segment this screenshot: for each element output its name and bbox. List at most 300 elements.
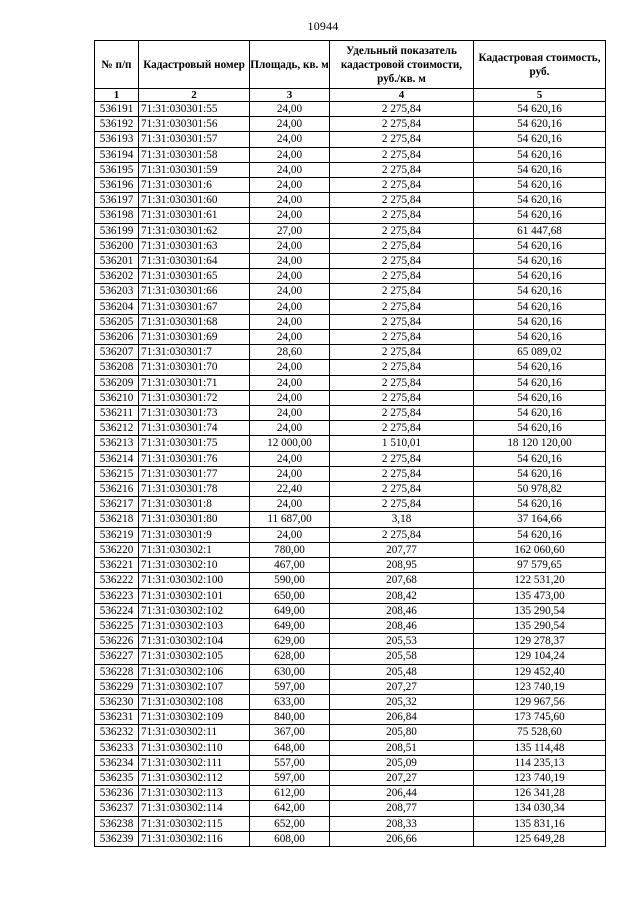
cadastral-value-cell: 18 120 120,00 [474,436,606,451]
table-row [95,178,606,193]
row-number-cell: 536212 [95,421,139,436]
table-row [95,542,606,557]
table-row [95,634,606,649]
specific-value-cell: 2 275,84 [330,466,474,481]
table-row [95,406,606,421]
row-number-cell: 536200 [95,238,139,253]
cadastral-number-cell: 71:31:030302:112 [139,770,250,785]
table-row [95,679,606,694]
cadastral-value-cell: 54 620,16 [474,406,606,421]
table-row [95,512,606,527]
row-number-cell: 536238 [95,816,139,831]
cadastral-value-cell: 54 620,16 [474,147,606,162]
row-number-cell: 536192 [95,117,139,132]
table-row [95,527,606,542]
row-number-cell: 536227 [95,649,139,664]
cadastral-value-cell: 126 341,28 [474,786,606,801]
specific-value-cell: 207,68 [330,573,474,588]
row-number-cell: 536198 [95,208,139,223]
area-cell: 24,00 [250,451,330,466]
cadastral-value-cell: 54 620,16 [474,527,606,542]
area-cell: 24,00 [250,178,330,193]
table-row [95,725,606,740]
cadastral-value-cell: 54 620,16 [474,375,606,390]
area-cell: 612,00 [250,786,330,801]
specific-value-cell: 2 275,84 [330,299,474,314]
area-cell: 24,00 [250,360,330,375]
row-number-cell: 536226 [95,634,139,649]
specific-value-cell: 3,18 [330,512,474,527]
specific-value-cell: 206,84 [330,710,474,725]
row-number-cell: 536235 [95,770,139,785]
row-number-cell: 536207 [95,345,139,360]
cadastral-value-cell: 54 620,16 [474,497,606,512]
area-cell: 22,40 [250,482,330,497]
area-cell: 467,00 [250,558,330,573]
cadastral-number-cell: 71:31:030301:70 [139,360,250,375]
table-row [95,618,606,633]
cadastral-number-cell: 71:31:030301:72 [139,390,250,405]
area-cell: 24,00 [250,406,330,421]
cadastral-number-cell: 71:31:030301:68 [139,314,250,329]
cadastral-value-cell: 54 620,16 [474,466,606,481]
area-cell: 24,00 [250,421,330,436]
specific-value-cell: 208,42 [330,588,474,603]
area-cell: 24,00 [250,102,330,117]
table-row [95,314,606,329]
cadastral-value-cell: 54 620,16 [474,421,606,436]
row-number-cell: 536236 [95,786,139,801]
table-row [95,360,606,375]
area-cell: 633,00 [250,694,330,709]
column-number: 2 [139,89,250,102]
cadastral-number-cell: 71:31:030301:55 [139,102,250,117]
header-cadastral-number: Кадастровый номер [139,41,250,89]
area-cell: 650,00 [250,588,330,603]
area-cell: 652,00 [250,816,330,831]
row-number-cell: 536206 [95,330,139,345]
row-number-cell: 536229 [95,679,139,694]
area-cell: 24,00 [250,314,330,329]
table-row [95,284,606,299]
cadastral-number-cell: 71:31:030301:57 [139,132,250,147]
page-number: 10944 [307,19,339,33]
table-row [95,694,606,709]
specific-value-cell: 208,46 [330,618,474,633]
table-row [95,451,606,466]
row-number-cell: 536213 [95,436,139,451]
row-number-cell: 536220 [95,542,139,557]
cadastral-number-cell: 71:31:030301:60 [139,193,250,208]
cadastral-number-cell: 71:31:030302:11 [139,725,250,740]
cadastral-value-cell: 123 740,19 [474,679,606,694]
cadastral-value-cell: 97 579,65 [474,558,606,573]
column-number: 1 [95,89,139,102]
specific-value-cell: 1 510,01 [330,436,474,451]
cadastral-value-cell: 54 620,16 [474,117,606,132]
cadastral-value-cell: 54 620,16 [474,162,606,177]
cadastral-number-cell: 71:31:030302:10 [139,558,250,573]
row-number-cell: 536239 [95,831,139,846]
specific-value-cell: 2 275,84 [330,223,474,238]
table-row [95,223,606,238]
table-row [95,558,606,573]
specific-value-cell: 207,27 [330,679,474,694]
cadastral-number-cell: 71:31:030302:114 [139,801,250,816]
row-number-cell: 536232 [95,725,139,740]
cadastral-value-cell: 129 104,24 [474,649,606,664]
table-row [95,436,606,451]
cadastral-number-cell: 71:31:030301:62 [139,223,250,238]
area-cell: 780,00 [250,542,330,557]
row-number-cell: 536217 [95,497,139,512]
table-row [95,466,606,481]
header-specific-value: Удельный показатель кадастровой стоимости, руб./кв. м [330,41,474,89]
row-number-cell: 536221 [95,558,139,573]
specific-value-cell: 205,09 [330,755,474,770]
row-number-cell: 536219 [95,527,139,542]
row-number-cell: 536202 [95,269,139,284]
specific-value-cell: 2 275,84 [330,193,474,208]
area-cell: 628,00 [250,649,330,664]
specific-value-cell: 2 275,84 [330,527,474,542]
table-row [95,482,606,497]
row-number-cell: 536216 [95,482,139,497]
cadastral-value-cell: 54 620,16 [474,254,606,269]
table-row [95,588,606,603]
area-cell: 367,00 [250,725,330,740]
row-number-cell: 536193 [95,132,139,147]
area-cell: 24,00 [250,269,330,284]
area-cell: 12 000,00 [250,436,330,451]
row-number-cell: 536203 [95,284,139,299]
cadastral-number-cell: 71:31:030302:111 [139,755,250,770]
cadastral-value-cell: 135 473,00 [474,588,606,603]
cadastral-number-cell: 71:31:030302:110 [139,740,250,755]
cadastral-value-cell: 134 030,34 [474,801,606,816]
specific-value-cell: 2 275,84 [330,254,474,269]
cadastral-value-cell: 54 620,16 [474,193,606,208]
specific-value-cell: 205,80 [330,725,474,740]
cadastral-value-table-container [94,40,606,847]
area-cell: 642,00 [250,801,330,816]
cadastral-number-cell: 71:31:030301:67 [139,299,250,314]
specific-value-cell: 205,48 [330,664,474,679]
cadastral-value-cell: 54 620,16 [474,269,606,284]
specific-value-cell: 2 275,84 [330,375,474,390]
row-number-cell: 536228 [95,664,139,679]
cadastral-value-cell: 65 089,02 [474,345,606,360]
row-number-cell: 536208 [95,360,139,375]
cadastral-value-cell: 54 620,16 [474,314,606,329]
row-number-cell: 536191 [95,102,139,117]
cadastral-number-cell: 71:31:030302:104 [139,634,250,649]
specific-value-cell: 2 275,84 [330,117,474,132]
cadastral-number-cell: 71:31:030302:106 [139,664,250,679]
area-cell: 629,00 [250,634,330,649]
specific-value-cell: 2 275,84 [330,497,474,512]
column-number: 5 [474,89,606,102]
cadastral-value-cell: 54 620,16 [474,208,606,223]
table-row [95,132,606,147]
row-number-cell: 536215 [95,466,139,481]
cadastral-number-cell: 71:31:030301:64 [139,254,250,269]
cadastral-value-cell: 114 235,13 [474,755,606,770]
specific-value-cell: 2 275,84 [330,451,474,466]
specific-value-cell: 208,77 [330,801,474,816]
table-row [95,831,606,846]
header-row-number: № п/п [95,41,139,89]
cadastral-number-cell: 71:31:030302:109 [139,710,250,725]
area-cell: 630,00 [250,664,330,679]
row-number-cell: 536196 [95,178,139,193]
area-cell: 24,00 [250,162,330,177]
specific-value-cell: 208,33 [330,816,474,831]
cadastral-value-cell: 135 831,16 [474,816,606,831]
specific-value-cell: 208,95 [330,558,474,573]
cadastral-value-table [94,40,606,847]
cadastral-value-cell: 54 620,16 [474,132,606,147]
cadastral-value-cell: 125 649,28 [474,831,606,846]
cadastral-value-cell: 61 447,68 [474,223,606,238]
specific-value-cell: 206,44 [330,786,474,801]
cadastral-number-cell: 71:31:030302:116 [139,831,250,846]
cadastral-number-cell: 71:31:030301:78 [139,482,250,497]
area-cell: 24,00 [250,193,330,208]
table-row [95,816,606,831]
row-number-cell: 536209 [95,375,139,390]
cadastral-number-cell: 71:31:030301:66 [139,284,250,299]
cadastral-value-cell: 54 620,16 [474,178,606,193]
cadastral-value-cell: 54 620,16 [474,238,606,253]
specific-value-cell: 2 275,84 [330,147,474,162]
specific-value-cell: 208,46 [330,603,474,618]
cadastral-number-cell: 71:31:030301:7 [139,345,250,360]
cadastral-value-cell: 54 620,16 [474,284,606,299]
table-row [95,117,606,132]
cadastral-number-cell: 71:31:030301:71 [139,375,250,390]
table-body [95,102,606,847]
cadastral-value-cell: 162 060,60 [474,542,606,557]
cadastral-number-cell: 71:31:030301:56 [139,117,250,132]
area-cell: 28,60 [250,345,330,360]
table-row [95,421,606,436]
area-cell: 24,00 [250,497,330,512]
table-row [95,375,606,390]
specific-value-cell: 2 275,84 [330,269,474,284]
specific-value-cell: 2 275,84 [330,406,474,421]
specific-value-cell: 2 275,84 [330,421,474,436]
specific-value-cell: 2 275,84 [330,360,474,375]
table-header-row [95,41,606,89]
area-cell: 24,00 [250,375,330,390]
specific-value-cell: 2 275,84 [330,132,474,147]
area-cell: 27,00 [250,223,330,238]
table-row [95,755,606,770]
cadastral-value-cell: 54 620,16 [474,451,606,466]
cadastral-number-cell: 71:31:030301:73 [139,406,250,421]
row-number-cell: 536194 [95,147,139,162]
header-cadastral-value: Кадастровая стоимость, руб. [474,41,606,89]
row-number-cell: 536214 [95,451,139,466]
row-number-cell: 536204 [95,299,139,314]
row-number-cell: 536230 [95,694,139,709]
cadastral-number-cell: 71:31:030302:115 [139,816,250,831]
cadastral-number-cell: 71:31:030301:76 [139,451,250,466]
column-number: 4 [330,89,474,102]
specific-value-cell: 2 275,84 [330,390,474,405]
table-row [95,147,606,162]
cadastral-number-cell: 71:31:030301:80 [139,512,250,527]
cadastral-value-cell: 37 164,66 [474,512,606,527]
area-cell: 648,00 [250,740,330,755]
cadastral-value-cell: 135 290,54 [474,603,606,618]
specific-value-cell: 2 275,84 [330,238,474,253]
cadastral-value-cell: 173 745,60 [474,710,606,725]
row-number-cell: 536205 [95,314,139,329]
table-row [95,664,606,679]
specific-value-cell: 205,58 [330,649,474,664]
row-number-cell: 536195 [95,162,139,177]
area-cell: 24,00 [250,147,330,162]
specific-value-cell: 2 275,84 [330,330,474,345]
column-number-row [95,89,606,102]
row-number-cell: 536237 [95,801,139,816]
area-cell: 24,00 [250,238,330,253]
row-number-cell: 536224 [95,603,139,618]
row-number-cell: 536218 [95,512,139,527]
cadastral-number-cell: 71:31:030302:103 [139,618,250,633]
table-row [95,801,606,816]
cadastral-value-cell: 54 620,16 [474,299,606,314]
cadastral-value-cell: 54 620,16 [474,360,606,375]
cadastral-number-cell: 71:31:030302:101 [139,588,250,603]
cadastral-value-cell: 50 978,82 [474,482,606,497]
area-cell: 649,00 [250,618,330,633]
area-cell: 840,00 [250,710,330,725]
cadastral-number-cell: 71:31:030301:6 [139,178,250,193]
table-row [95,649,606,664]
table-row [95,208,606,223]
cadastral-number-cell: 71:31:030301:9 [139,527,250,542]
cadastral-value-cell: 129 967,56 [474,694,606,709]
cadastral-number-cell: 71:31:030302:102 [139,603,250,618]
cadastral-value-cell: 135 114,48 [474,740,606,755]
specific-value-cell: 207,77 [330,542,474,557]
cadastral-number-cell: 71:31:030302:105 [139,649,250,664]
row-number-cell: 536211 [95,406,139,421]
table-row [95,786,606,801]
cadastral-value-cell: 54 620,16 [474,330,606,345]
table-row [95,770,606,785]
area-cell: 24,00 [250,208,330,223]
area-cell: 11 687,00 [250,512,330,527]
cadastral-number-cell: 71:31:030301:77 [139,466,250,481]
row-number-cell: 536234 [95,755,139,770]
specific-value-cell: 2 275,84 [330,314,474,329]
cadastral-number-cell: 71:31:030301:8 [139,497,250,512]
specific-value-cell: 208,51 [330,740,474,755]
area-cell: 24,00 [250,466,330,481]
row-number-cell: 536210 [95,390,139,405]
header-area: Площадь, кв. м [250,41,330,89]
table-row [95,710,606,725]
specific-value-cell: 2 275,84 [330,162,474,177]
specific-value-cell: 2 275,84 [330,284,474,299]
specific-value-cell: 206,66 [330,831,474,846]
specific-value-cell: 205,32 [330,694,474,709]
specific-value-cell: 207,27 [330,770,474,785]
table-row [95,162,606,177]
table-row [95,269,606,284]
table-row [95,390,606,405]
area-cell: 649,00 [250,603,330,618]
specific-value-cell: 205,53 [330,634,474,649]
specific-value-cell: 2 275,84 [330,345,474,360]
specific-value-cell: 2 275,84 [330,208,474,223]
row-number-cell: 536222 [95,573,139,588]
row-number-cell: 536199 [95,223,139,238]
table-row [95,497,606,512]
cadastral-value-cell: 54 620,16 [474,102,606,117]
cadastral-number-cell: 71:31:030302:100 [139,573,250,588]
cadastral-number-cell: 71:31:030302:108 [139,694,250,709]
area-cell: 24,00 [250,284,330,299]
area-cell: 24,00 [250,527,330,542]
cadastral-number-cell: 71:31:030302:1 [139,542,250,557]
cadastral-number-cell: 71:31:030301:58 [139,147,250,162]
cadastral-number-cell: 71:31:030301:59 [139,162,250,177]
table-row [95,330,606,345]
row-number-cell: 536197 [95,193,139,208]
table-row [95,238,606,253]
cadastral-number-cell: 71:31:030301:61 [139,208,250,223]
cadastral-value-cell: 122 531,20 [474,573,606,588]
cadastral-value-cell: 75 528,60 [474,725,606,740]
table-row [95,573,606,588]
area-cell: 608,00 [250,831,330,846]
cadastral-number-cell: 71:31:030301:63 [139,238,250,253]
cadastral-number-cell: 71:31:030301:74 [139,421,250,436]
cadastral-value-cell: 129 278,37 [474,634,606,649]
row-number-cell: 536233 [95,740,139,755]
row-number-cell: 536231 [95,710,139,725]
table-row [95,740,606,755]
area-cell: 24,00 [250,299,330,314]
cadastral-value-cell: 54 620,16 [474,390,606,405]
area-cell: 24,00 [250,117,330,132]
table-row [95,193,606,208]
cadastral-number-cell: 71:31:030301:75 [139,436,250,451]
specific-value-cell: 2 275,84 [330,102,474,117]
table-row [95,299,606,314]
specific-value-cell: 2 275,84 [330,178,474,193]
cadastral-value-cell: 135 290,54 [474,618,606,633]
area-cell: 597,00 [250,770,330,785]
row-number-cell: 536223 [95,588,139,603]
area-cell: 597,00 [250,679,330,694]
area-cell: 24,00 [250,132,330,147]
cadastral-number-cell: 71:31:030301:65 [139,269,250,284]
cadastral-number-cell: 71:31:030302:107 [139,679,250,694]
specific-value-cell: 2 275,84 [330,482,474,497]
table-row [95,254,606,269]
area-cell: 24,00 [250,390,330,405]
area-cell: 590,00 [250,573,330,588]
row-number-cell: 536201 [95,254,139,269]
cadastral-number-cell: 71:31:030302:113 [139,786,250,801]
table-row [95,102,606,117]
